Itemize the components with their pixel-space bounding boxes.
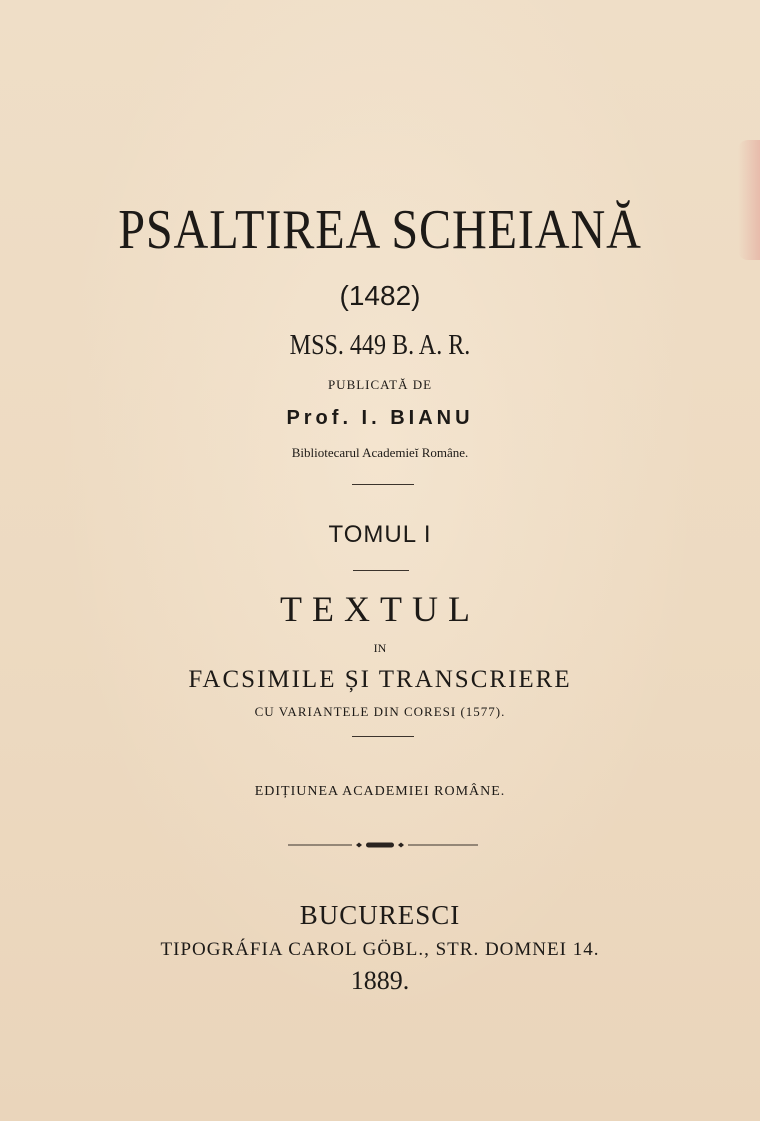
- volume-label: TOMUL I: [328, 521, 432, 548]
- section-title: TEXTUL: [280, 589, 480, 629]
- variants-note: CU VARIANTELE DIN CORESI (1577).: [254, 704, 506, 719]
- author-name: Prof. I. BIANU: [286, 407, 474, 429]
- book-title: PSALTIREA SCHEIANĂ: [118, 199, 642, 261]
- ornamental-divider: [288, 841, 478, 849]
- divider-rule: [352, 484, 414, 485]
- edition-label: EDIȚIUNEA ACADEMIEI ROMÂNE.: [254, 784, 506, 799]
- in-label: IN: [373, 641, 387, 655]
- contents-description: FACSIMILE ȘI TRANSCRIERE: [188, 666, 572, 693]
- divider-rule: [353, 570, 409, 571]
- published-by-label: PUBLICATĂ DE: [327, 377, 433, 392]
- author-role: Bibliotecarul Academieĭ Române.: [291, 445, 469, 460]
- composition-year: (1482): [339, 280, 421, 311]
- printer-address: TIPOGRÁFIA CAROL GÖBL., STR. DOMNEI 14.: [160, 939, 600, 960]
- publication-city: BUCURESCI: [299, 900, 461, 930]
- page-edge-stain: [738, 140, 760, 260]
- manuscript-reference: MSS. 449 B. A. R.: [289, 330, 471, 361]
- divider-rule: [352, 736, 414, 737]
- publication-year: 1889.: [350, 966, 410, 995]
